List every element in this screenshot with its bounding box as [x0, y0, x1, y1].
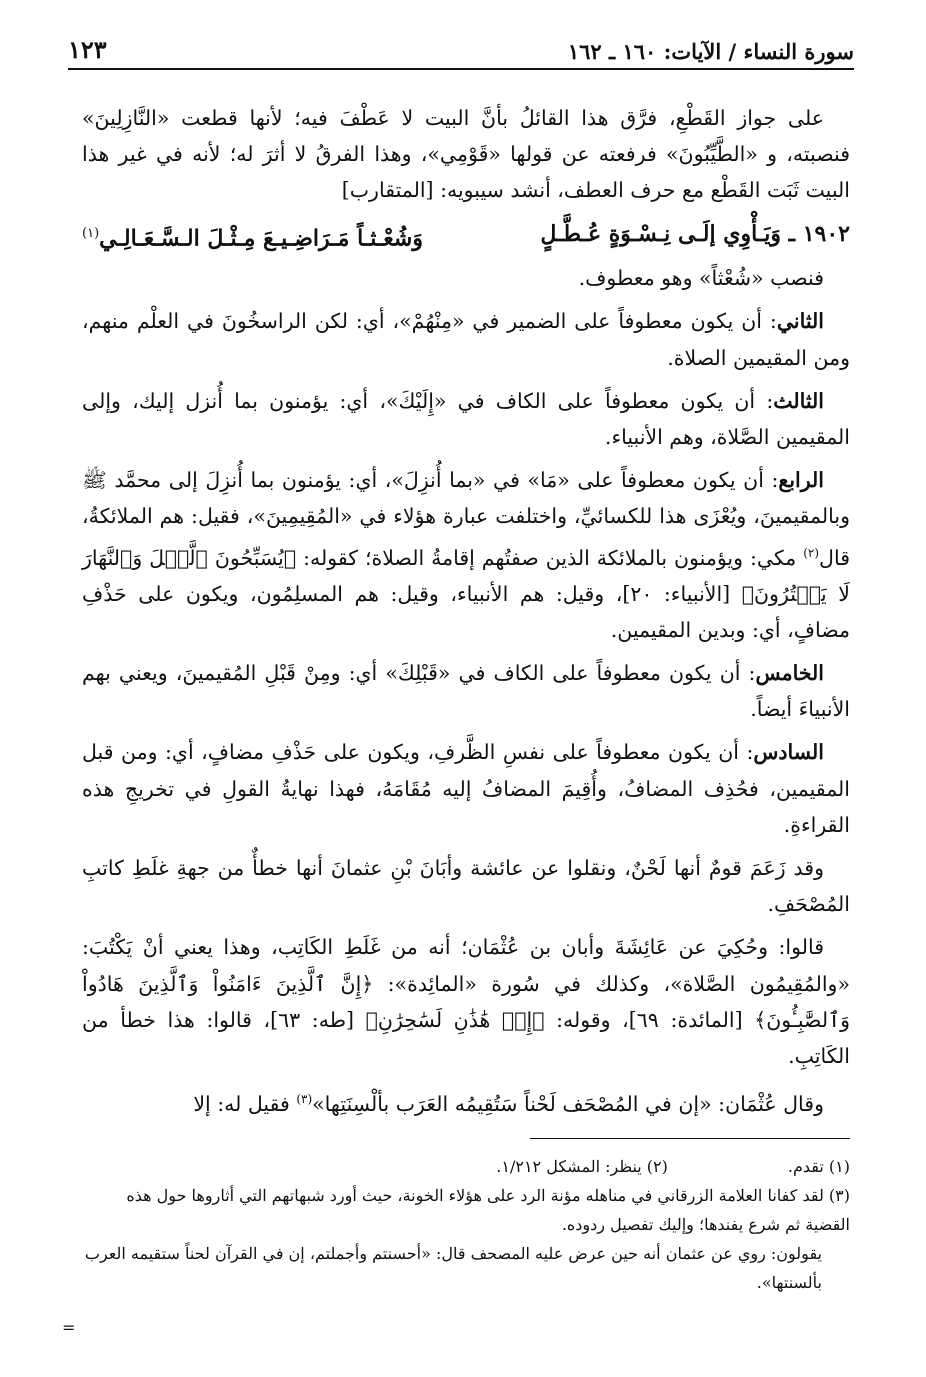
- footnote-ref-2[interactable]: (٢): [803, 545, 820, 560]
- footnote-1: (١) تقدم.: [787, 1157, 850, 1176]
- section-second: الثاني: أن يكون معطوفاً على الضمير في «مِنْهُمْ»، أي: لكن الراسخُونَ في العلْم منهم، ومن المقيمين الصلاة.: [82, 309, 850, 370]
- paragraph-uthman: وقال عُثْمَان: «إن في المُصْحَف لَحْناً سَتُقِيمُه العَرَب بألْسِنَتِها»$^{(٣)}$ فقيل له: إلا: [193, 1092, 824, 1117]
- footnote-3-continued: يقولون: روي عن عثمان أنه حين عرض عليه المصحف قال: «أحسنتم وأجملتم، إن في القرآن لحناً ستقيمه العرب بألسنتها».: [84, 1244, 822, 1292]
- verse-first-hemistich: ١٩٠٢ ـ وَيَـأْوِي إلَـى نِـسْـوَةٍ عُـطَّـلٍ: [540, 220, 850, 247]
- paragraph-quoted: قالوا: وحُكِيَ عن عَائِشَةَ وأبان بن عُثْمَان؛ أنه من غَلَطِ الكَاتِب، وهذا يعني أنْ يَكْتُبَ: «والمُقِيمُون الصَّلاة»، وكذلك في سُورة «المائِدة»: ﴿إِنَّ ٱلَّذِينَ ءَامَنُواْ وَٱلَّذِينَ هَادُواْ وَٱلصَّٰبِـُٔونَ﴾ [المائدة: ٦٩]، وقوله: ﴿إِنۡ هَٰذَٰنِ لَسَٰحِرَٰنِ﴾ [طه: ٦٣]، قالوا: هذا خطأ من الكَاتِبِ.: [82, 935, 850, 1069]
- section-label: الخامس: [755, 661, 824, 685]
- footnote-separator: [530, 1138, 850, 1139]
- verse-second-hemistich: وَشُعْـثـاً مَـرَاضِـيـعَ مِـثْـلَ الـسَّـعَـالِـي$^{(١)}$: [82, 224, 423, 251]
- poetry-verse: [82, 216, 850, 257]
- footnote-ref-1[interactable]: (١): [82, 225, 100, 241]
- page-number: ١٢٣: [68, 35, 107, 64]
- footnote-2: (٢) ينظر: المشكل ١/٢١٢.: [496, 1157, 668, 1176]
- paragraph-claim: وقد زَعَمَ قومٌ أنها لَحْنٌ، ونقلوا عن عائشة وأبَانَ بْنِ عثمانَ أنها خطأٌ من جهةِ غلَطِ كاتبِ المُصْحَفِ.: [82, 856, 850, 917]
- section-sixth: السادس: أن يكون معطوفاً على نفسِ الظَّرفِ، ويكون على حَذْفِ مضافٍ، أي: ومن قبل المقيمين، فحُذِف المضافُ، وأُقِيمَ المضافُ إليه مُقَامَهُ، فهذا نهايةُ القولِ في تخريجِ هذه القراءةِ.: [82, 740, 850, 837]
- section-label: الثالث: [773, 388, 824, 413]
- continuation-mark: =: [62, 1318, 76, 1337]
- paragraph-intro: على جواز القَطْعِ، فرَّق هذا القائلُ بأنَّ البيت لا عَطْفَ فيه؛ لأنها قطعت «النَّازِلِينَ» فنصبته، و «الطَّيِّبُونَ» فرفعته عن قولها «قَوْمِي»، وهذا الفرقُ لا أثرَ له؛ لأنه في غير هذا البيت ثَبَت القَطْع مع حرف العطف، أنشد سيبويه: [المتقارب]: [82, 106, 850, 203]
- footnotes: [82, 1152, 850, 1297]
- section-label: السادس: [753, 740, 824, 765]
- section-label: الرابع: [778, 468, 824, 493]
- section-fifth: الخامس: أن يكون معطوفاً على الكاف في «قَبْلِكَ» أي: ومِنْ قَبْلِ المُقيمينَ، ويعني بهم الأنبياءَ أيضاً.: [82, 661, 850, 722]
- footnote-ref-3[interactable]: (٣): [296, 1092, 313, 1107]
- running-title: سورة النساء / الآيات: ١٦٠ ـ ١٦٢: [567, 39, 854, 64]
- main-text: [82, 100, 850, 1129]
- section-third: الثالث: أن يكون معطوفاً على الكاف في «إِلَيْكَ»، أي: يؤمنون بما أُنزل إليك، وإلى المقيمين الصَّلاة، وهم الأنبياء.: [82, 388, 850, 449]
- footnote-3: (٣) لقد كفانا العلامة الزرقاني في مناهله مؤنة الرد على هؤلاء الخونة، حيث أورد شبهاتهم التي أثاروها حول هذه القضية ثم شرع يفندها؛ وإليك تفصيل ردوده.: [126, 1186, 850, 1234]
- section-fourth: الرابع: أن يكون معطوفاً على «مَا» في «بما أُنزِلَ»، أي: يؤمنون بما أُنزِلَ إلى محمَّد ﷺ وبالمقيمينَ، ويُعْزَى هذا للكسائيِّ، واختلفت عبارة هؤلاء في «المُقِيمِينَ»، فقيل: هم الملائكةُ، قال$^{(٢)}$ مكي: ويؤمنون بالملائكة الذين صفتُهم إقامةُ الصلاة؛ كقوله: ﴿يُسَبِّحُونَ ٱلَّيۡلَ وَٱلنَّهَارَ لَا يَفۡتُرُونَ﴾ [الأنبياء: ٢٠]، وقيل: هم الأنبياء، وقيل: هم المسلِمُون، ويكون على حَذْفِ مضافٍ، أي: وبدين المقيمين.: [82, 468, 850, 642]
- paragraph-after-verse: فنصب «شُعْثاً» وهو معطوف.: [578, 266, 824, 291]
- page-header: [68, 28, 854, 70]
- section-label: الثاني: [776, 309, 824, 334]
